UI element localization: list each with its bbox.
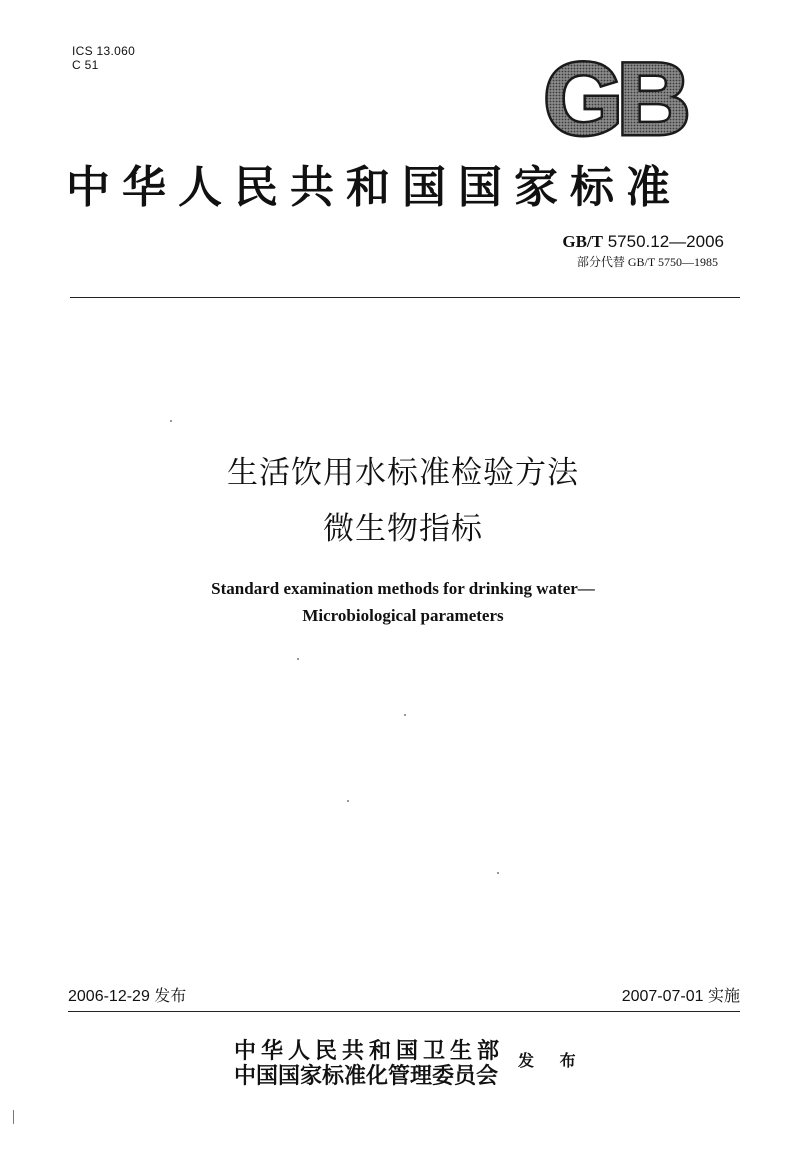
header-divider [70,297,740,298]
scan-speck [404,714,406,716]
national-standard-title: 中华人民共和国国家标准 [66,162,682,213]
ccs-code: C 51 [72,58,99,72]
ics-code: ICS 13.060 [72,44,136,58]
title-en-line2: Microbiological parameters [302,606,504,625]
issuer-ministry: 中华人民共和国卫生部 [234,1038,505,1064]
gb-logo [528,52,700,146]
scan-speck [13,1110,14,1124]
svg-text:GB: GB [543,52,685,146]
scan-speck [497,872,499,874]
standard-number-code: 5750.12—2006 [607,232,724,251]
scan-speck [170,420,172,422]
effective-date: 2007-07-01 实施 [621,988,740,1005]
title-en-line1: Standard examination methods for drinking water— [211,579,595,598]
title-cn-line1: 生活饮用水标准检验方法 [227,455,579,491]
issue-label: 发 布 [518,1051,586,1070]
standard-number [562,232,724,252]
title-cn-line2: 微生物指标 [323,511,483,547]
scan-speck [297,658,299,660]
scan-speck [347,800,349,802]
issue-date: 2006-12-29 发布 [68,988,187,1005]
replaces-note: 部分代替 GB/T 5750—1985 [576,255,718,269]
footer-divider [68,1011,740,1012]
standard-number-prefix: GB/T [562,232,603,251]
classification-codes [72,44,135,72]
issuer-sac: 中国国家标准化管理委员会 [234,1063,499,1089]
